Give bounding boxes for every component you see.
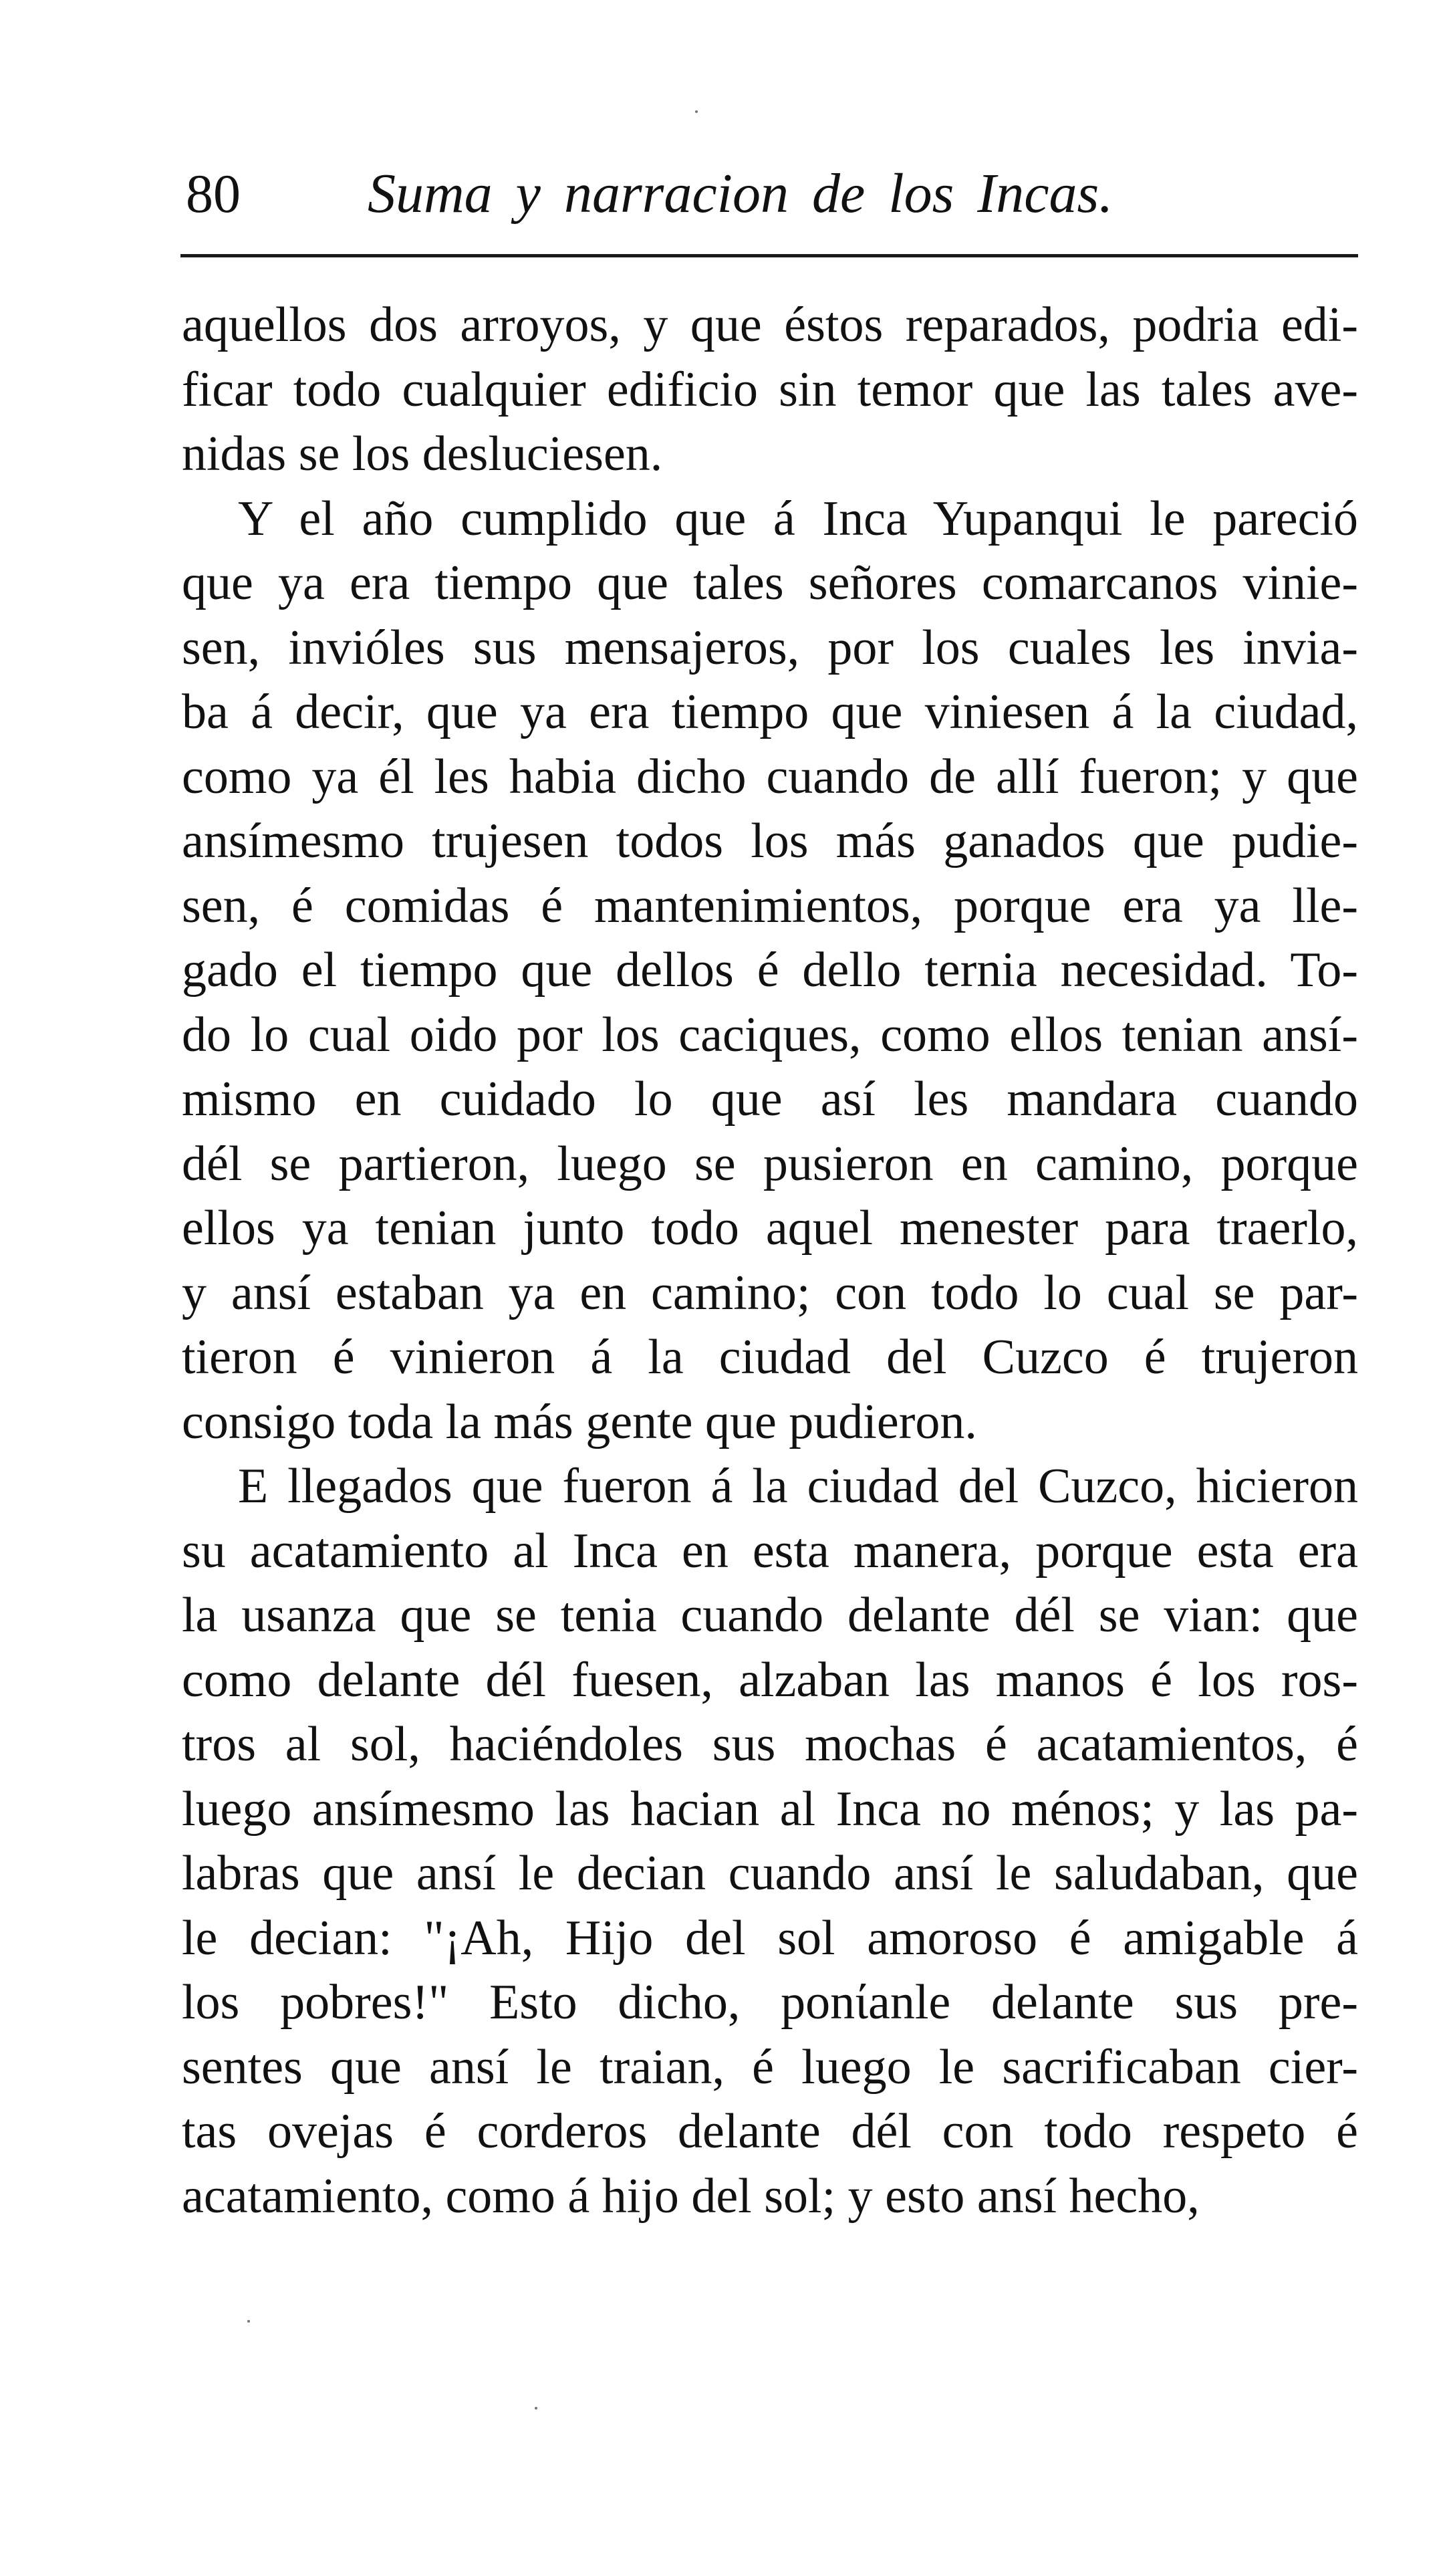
- paragraph: [182, 487, 1358, 1455]
- text-line: aquellos dos arroyos, y que éstos reparados, podria edi-: [182, 298, 1358, 352]
- page-header: [186, 155, 1357, 235]
- text-line: su acatamiento al Inca en esta manera, porque esta era: [182, 1523, 1358, 1578]
- text-line: luego ansímesmo las hacian al Inca no ménos; y las pa-: [182, 1781, 1358, 1837]
- text-line: E llegados que fueron á la ciudad del Cuzco, hicieron: [238, 1459, 1358, 1514]
- running-title: Suma y narracion de los Incas.: [368, 162, 1113, 225]
- text-line: consigo toda la más gente que pudieron.: [182, 1394, 977, 1449]
- text-line: acatamiento, como á hijo del sol; y esto ansí hecho,: [182, 2168, 1200, 2224]
- text-line: Y el año cumplido que á Inca Yupanqui le pareció: [238, 491, 1358, 546]
- text-line: y ansí estaban ya en camino; con todo lo cual se par-: [182, 1265, 1358, 1320]
- text-line: nidas se los desluciesen.: [182, 427, 663, 481]
- text-line: los pobres!" Esto dicho, ponίanle delante sus pre-: [182, 1975, 1358, 2030]
- text-line: que ya era tiempo que tales señores comarcanos vinie-: [182, 556, 1358, 610]
- text-line: dél se partieron, luego se pusieron en camino, porque: [182, 1136, 1358, 1191]
- text-line: la usanza que se tenia cuando delante dél se vian: que: [182, 1588, 1358, 1643]
- text-line: tros al sol, haciéndoles sus mochas é acatamientos, é: [182, 1717, 1358, 1772]
- paragraph: [182, 1454, 1358, 2228]
- text-line: gado el tiempo que dellos é dello ternia necesidad. To-: [182, 943, 1358, 998]
- text-line: ellos ya tenian junto todo aquel menester para traerlo,: [182, 1201, 1358, 1256]
- text-line: sentes que ansí le traian, é luego le sacrificaban cier-: [182, 2039, 1358, 2095]
- body-text: [182, 293, 1358, 2228]
- text-line: sen, é comidas é mantenimientos, porque era ya lle-: [182, 878, 1358, 933]
- text-line: ansímesmo trujesen todos los más ganados que pudie-: [182, 814, 1358, 868]
- text-line: le decian: "¡Ah, Hijo del sol amoroso é amigable á: [182, 1910, 1358, 1966]
- text-line: como delante dél fuesen, alzaban las manos é los ros-: [182, 1652, 1358, 1708]
- print-speck: [247, 2320, 250, 2323]
- text-line: mismo en cuidado lo que así les mandara cuando: [182, 1072, 1358, 1127]
- text-line: ficar todo cualquier edificio sin temor que las tales ave-: [182, 362, 1358, 417]
- text-line: sen, invióles sus mensajeros, por los cuales les invia-: [182, 620, 1358, 675]
- paragraph: [182, 293, 1358, 487]
- text-line: ba á decir, que ya era tiempo que viniesen á la ciudad,: [182, 685, 1358, 739]
- print-speck: [695, 110, 698, 113]
- text-line: como ya él les habia dicho cuando de allí fueron; y que: [182, 749, 1358, 804]
- text-line: labras que ansí le decian cuando ansí le saludaban, que: [182, 1846, 1358, 1901]
- text-line: do lo cual oido por los caciques, como ellos tenian ansí-: [182, 1007, 1358, 1062]
- page-number: 80: [186, 163, 241, 224]
- text-line: tieron é vinieron á la ciudad del Cuzco é trujeron: [182, 1330, 1358, 1385]
- print-speck: [535, 2407, 537, 2410]
- text-line: tas ovejas é corderos delante dél con todo respeto é: [182, 2104, 1358, 2159]
- header-rule: [180, 254, 1358, 257]
